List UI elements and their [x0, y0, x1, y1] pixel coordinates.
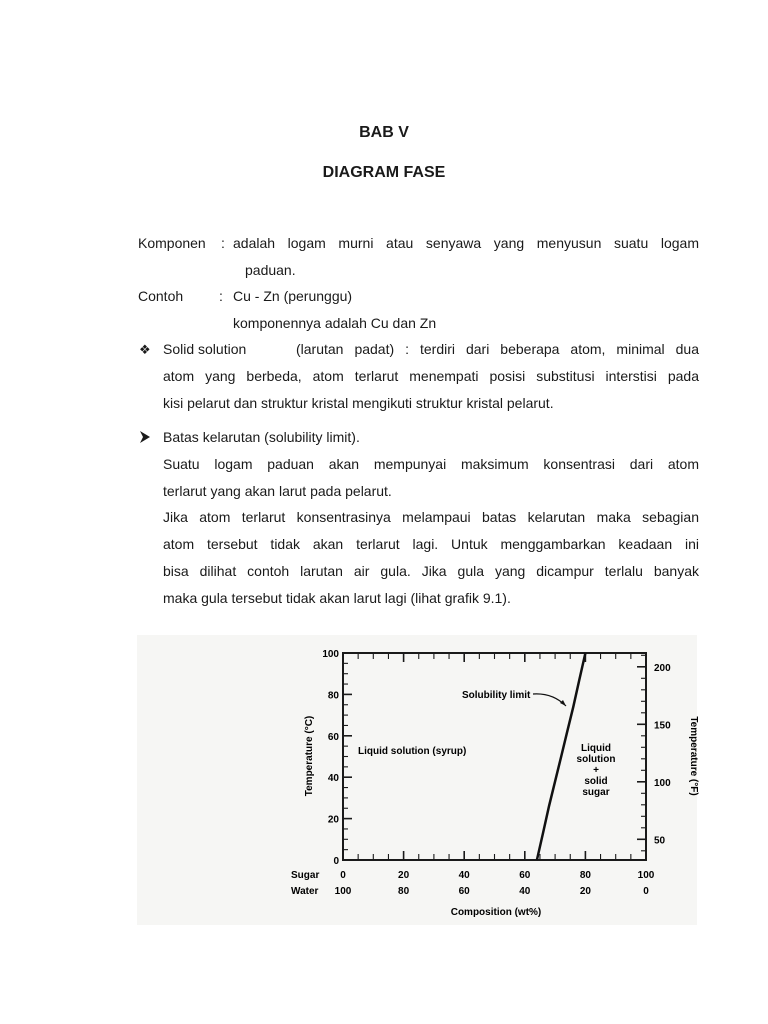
x-tick-label-water: 0 [643, 886, 649, 897]
region-label-line5: sugar [582, 787, 610, 798]
x-tick-label-sugar: 100 [637, 870, 655, 881]
liquid-solution-region-label: Liquid solution (syrup) [358, 746, 467, 757]
solid-solution-line3: kisi pelarut dan struktur kristal mengikuti struktur kristal pelarut. [163, 395, 554, 411]
batas-para1-line1: Suatu logam paduan akan mempunyai maksimum konsentrasi dari atom [163, 456, 699, 472]
y2-tick-label: 150 [654, 720, 671, 732]
x-row-label-water: Water [291, 886, 319, 897]
region-label-line2: solution [576, 754, 616, 765]
y-tick-label: 0 [333, 856, 339, 867]
contoh-text-line2: komponennya adalah Cu dan Zn [233, 315, 437, 331]
y-tick-label: 60 [327, 731, 339, 743]
komponen-term: Komponen [138, 235, 206, 251]
x-tick-label-water: 80 [398, 886, 410, 897]
solid-solution-line1: (larutan padat) : terdiri dari beberapa atom, minimal dua [296, 341, 699, 357]
y2-tick-label: 200 [654, 662, 671, 674]
x-tick-label-water: 60 [458, 886, 470, 897]
page-title: DIAGRAM FASE [322, 164, 446, 181]
y2-tick-label: 50 [654, 835, 666, 847]
komponen-colon: : [221, 235, 225, 251]
y-tick-label: 20 [327, 814, 339, 826]
figure-background [137, 635, 697, 925]
batas-para2-line4: maka gula tersebut tidak akan larut lagi (lihat grafik 9.1). [163, 590, 511, 606]
batas-para2-line1: Jika atom terlarut konsentrasinya melampaui batas kelarutan maka sebagian [163, 509, 699, 525]
region-label-line3: + [593, 765, 599, 776]
komponen-text-line2: paduan. [245, 262, 296, 278]
x-axis-label: Composition (wt%) [450, 907, 542, 918]
komponen-text-line1: adalah logam murni atau senyawa yang menyusun suatu logam [233, 235, 699, 251]
solubility-limit-annotation: Solubility limit [462, 690, 531, 701]
y-tick-label: 100 [322, 649, 339, 660]
x-tick-label-sugar: 40 [458, 870, 470, 881]
x-tick-label-sugar: 20 [398, 870, 410, 881]
solid-solution-line2: atom yang berbeda, atom terlarut menempati posisi substitusi interstisi pada [163, 368, 699, 384]
batas-title: Batas kelarutan (solubility limit). [163, 429, 360, 445]
x-tick-label-sugar: 60 [519, 870, 531, 881]
diamond-bullet-icon: ❖ [139, 342, 151, 357]
contoh-term: Contoh [138, 288, 184, 304]
arrowhead-bullet-icon [139, 430, 151, 449]
x-tick-label-water: 40 [519, 886, 531, 897]
x-row-label-sugar: Sugar [291, 870, 320, 881]
batas-para2-line3: bisa dilihat contoh larutan air gula. Jika gula yang dicampur terlalu banyak [163, 563, 699, 579]
x-tick-label-water: 100 [334, 886, 352, 897]
batas-para1-line2: terlarut yang akan larut pada pelarut. [163, 483, 392, 499]
contoh-colon: : [219, 288, 223, 304]
x-tick-label-sugar: 80 [579, 870, 591, 881]
chapter-heading: BAB V [359, 124, 409, 141]
solubility-chart-svg [0, 630, 768, 930]
batas-para2-line2: atom tersebut tidak akan terlarut lagi. Untuk menggambarkan keadaan ini [163, 536, 699, 552]
y-axis-label: Temperature (°C) [304, 715, 315, 797]
y-tick-label: 40 [327, 773, 339, 785]
x-tick-label-water: 20 [579, 886, 591, 897]
y2-tick-label: 100 [654, 777, 671, 789]
region-label-line1: Liquid [581, 743, 611, 754]
region-label-line4: solid [584, 776, 608, 787]
x-tick-label-sugar: 0 [340, 870, 346, 881]
y2-axis-label: Temperature (°F) [688, 716, 699, 796]
contoh-text-line1: Cu - Zn (perunggu) [233, 288, 353, 304]
solubility-chart [0, 630, 768, 935]
y-tick-label: 80 [327, 690, 339, 702]
solid-solution-term: Solid solution [163, 341, 247, 357]
